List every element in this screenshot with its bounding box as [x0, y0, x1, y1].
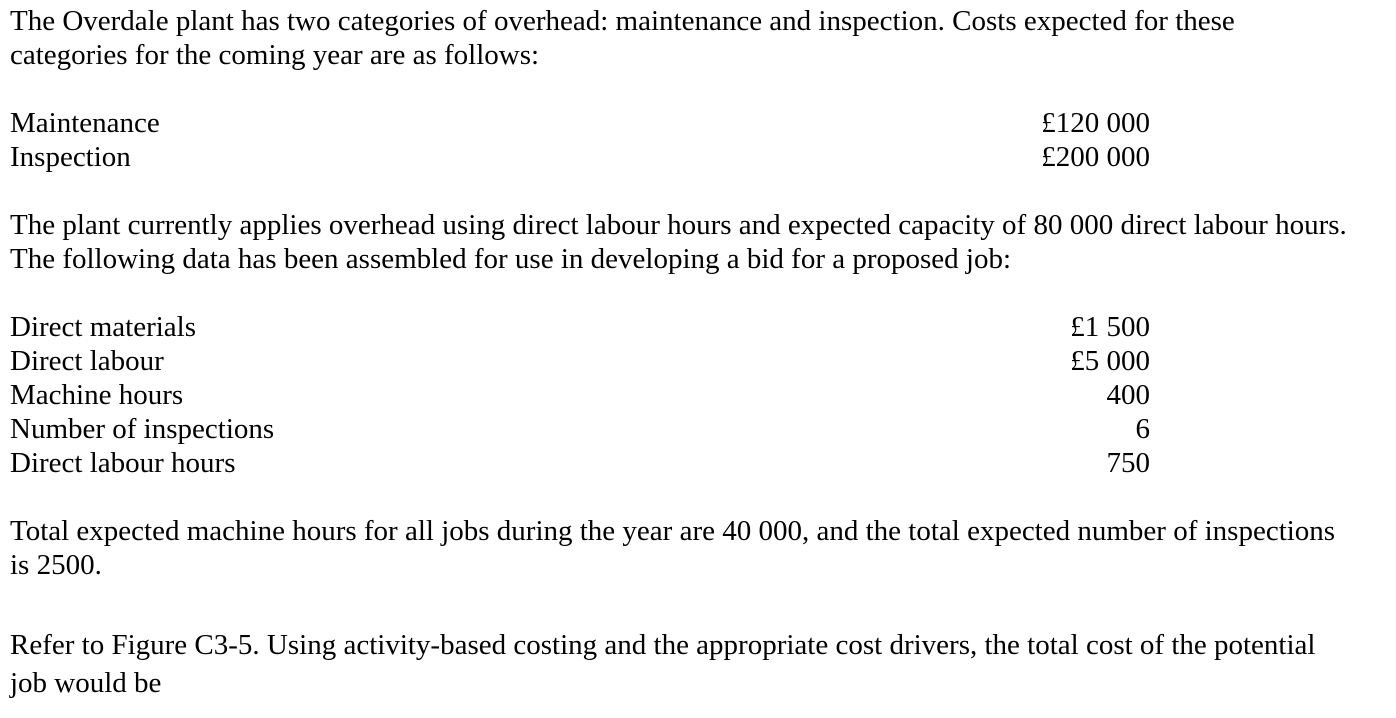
intro-line-1: The Overdale plant has two categories of overhead: maintenance and inspection. Costs expected for these [10, 5, 1235, 37]
table-row [10, 446, 1150, 480]
totals-line-1: Total expected machine hours for all jobs during the year are 40 000, and the total expected number of inspections [10, 515, 1336, 547]
table-row [10, 106, 1150, 140]
row-label: Inspection [10, 141, 131, 173]
table-row [10, 378, 1150, 412]
question-line-2: job would be [10, 667, 162, 699]
row-value: £1 500 [1070, 311, 1150, 343]
row-label: Machine hours [10, 379, 184, 411]
totals-line-2: is 2500. [10, 549, 102, 581]
row-value: £200 000 [1041, 141, 1150, 173]
totals-paragraph [10, 514, 1390, 582]
row-value: 750 [1106, 447, 1150, 479]
intro-paragraph [10, 4, 1390, 72]
intro-line-2: categories for the coming year are as follows: [10, 39, 540, 71]
job-data-table [10, 310, 1150, 480]
table-row [10, 310, 1150, 344]
row-value: £120 000 [1041, 107, 1150, 139]
capacity-paragraph [10, 208, 1390, 276]
row-value: 400 [1106, 379, 1150, 411]
row-label: Direct labour hours [10, 447, 236, 479]
question-line-1: Refer to Figure C3-5. Using activity-based costing and the appropriate cost drivers, the total cost of the potential [10, 629, 1316, 661]
table-row [10, 140, 1150, 174]
question-paragraph [10, 626, 1380, 702]
overhead-cost-table [10, 106, 1150, 174]
row-label: Direct materials [10, 311, 196, 343]
capacity-line-2: The following data has been assembled for use in developing a bid for a proposed job: [10, 243, 1012, 275]
table-row [10, 412, 1150, 446]
row-value: 6 [1135, 413, 1150, 445]
row-label: Direct labour [10, 345, 164, 377]
row-value: £5 000 [1070, 345, 1150, 377]
table-row [10, 344, 1150, 378]
row-label: Maintenance [10, 107, 160, 139]
row-label: Number of inspections [10, 413, 275, 445]
capacity-line-1: The plant currently applies overhead using direct labour hours and expected capacity of 80 000 direct labour hours. [10, 209, 1347, 241]
